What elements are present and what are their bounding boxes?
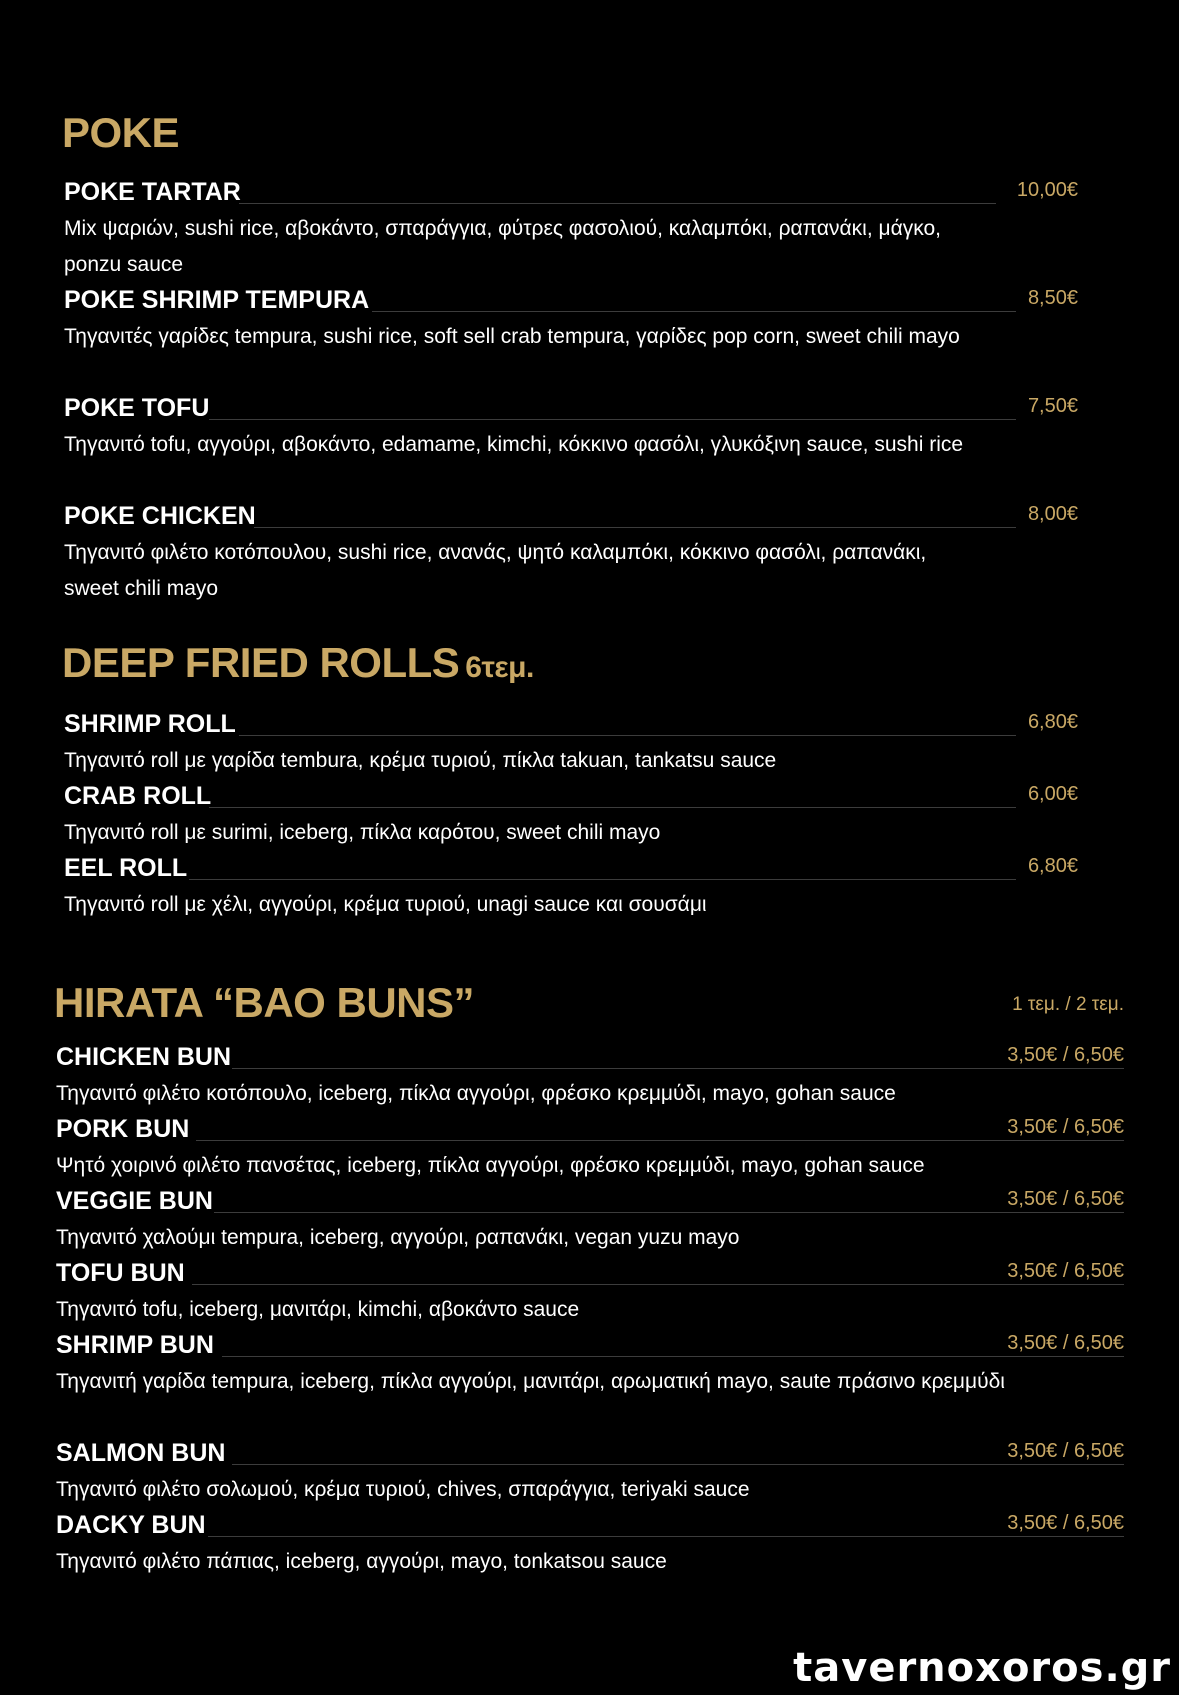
section-bao-buns bbox=[56, 968, 1124, 1578]
item-description: Τηγανιτό φιλέτο κοτόπουλου, sushi rice, ανανάς, ψητό καλαμπόκι, κόκκινο φασόλι, ραπανάκι, sweet chili mayo bbox=[64, 541, 927, 600]
watermark: tavernoxoros.gr bbox=[793, 1645, 1171, 1691]
section-title-suffix: 6τεμ. bbox=[465, 651, 534, 684]
menu-item bbox=[64, 707, 1078, 779]
item-name: POKE CHICKEN bbox=[64, 502, 256, 530]
leader-line bbox=[189, 879, 1016, 880]
leader-line bbox=[214, 1212, 1124, 1213]
item-name: PORK BUN bbox=[56, 1115, 190, 1143]
item-description: Τηγανιτό roll με χέλι, αγγούρι, κρέμα τυριού, unagi sauce και σουσάμι bbox=[64, 893, 707, 916]
item-price: 6,00€ bbox=[1027, 783, 1078, 805]
menu-item bbox=[64, 175, 1078, 275]
item-name: SHRIMP BUN bbox=[56, 1331, 214, 1359]
menu-item bbox=[56, 1040, 1124, 1112]
menu-item bbox=[56, 1256, 1124, 1328]
leader-line bbox=[192, 1284, 1124, 1285]
item-name: CRAB ROLL bbox=[64, 782, 212, 810]
item-name: SALMON BUN bbox=[56, 1439, 226, 1467]
item-name: POKE SHRIMP TEMPURA bbox=[64, 286, 370, 314]
item-price: 3,50€ / 6,50€ bbox=[1007, 1188, 1124, 1210]
section-deep-fried-rolls bbox=[64, 632, 1078, 932]
section-title: HIRATA “BAO BUNS” bbox=[54, 979, 475, 1026]
item-description: Τηγανιτό tofu, iceberg, μανιτάρι, kimchi, αβοκάντο sauce bbox=[56, 1298, 580, 1321]
item-description: Τηγανιτό roll με surimi, iceberg, πίκλα καρότου, sweet chili mayo bbox=[64, 821, 661, 844]
item-description: Τηγανιτές γαρίδες tempura, sushi rice, soft sell crab tempura, γαρίδες pop corn, sweet chili mayo bbox=[64, 325, 960, 348]
leader-line bbox=[232, 1464, 1124, 1465]
leader-line bbox=[239, 735, 1016, 736]
leader-line bbox=[232, 1068, 1124, 1069]
item-price: 6,80€ bbox=[1027, 855, 1078, 877]
menu-item bbox=[64, 779, 1078, 851]
item-name: VEGGIE BUN bbox=[56, 1187, 213, 1215]
item-price: 3,50€ / 6,50€ bbox=[1007, 1116, 1124, 1138]
leader-line bbox=[254, 527, 1016, 528]
section-title-text: DEEP FRIED ROLLS bbox=[62, 639, 460, 686]
item-price: 3,50€ / 6,50€ bbox=[1007, 1260, 1124, 1282]
item-description: Τηγανιτό χαλούμι tempura, iceberg, αγγούρι, ραπανάκι, vegan yuzu mayo bbox=[56, 1226, 740, 1249]
section-note: 1 τεμ. / 2 τεμ. bbox=[1012, 994, 1124, 1015]
item-price: 3,50€ / 6,50€ bbox=[1007, 1332, 1124, 1354]
item-name: EEL ROLL bbox=[64, 854, 188, 882]
item-price: 8,00€ bbox=[1027, 503, 1078, 525]
menu-item bbox=[56, 1436, 1124, 1508]
item-price: 3,50€ / 6,50€ bbox=[1007, 1512, 1124, 1534]
leader-line bbox=[196, 1140, 1124, 1141]
leader-line bbox=[239, 203, 996, 204]
item-description: Τηγανιτό roll με γαρίδα tembura, κρέμα τυριού, πίκλα takuan, tankatsu sauce bbox=[64, 749, 777, 772]
item-name: CHICKEN BUN bbox=[56, 1043, 231, 1071]
item-description: Τηγανιτό tofu, αγγούρι, αβοκάντο, edamame, kimchi, κόκκινο φασόλι, γλυκόξινη sauce, sushi rice bbox=[64, 433, 964, 456]
item-name: TOFU BUN bbox=[56, 1259, 185, 1287]
leader-line bbox=[222, 1356, 1124, 1357]
menu-item bbox=[64, 851, 1078, 923]
menu-item bbox=[56, 1112, 1124, 1184]
menu-item bbox=[64, 391, 1078, 491]
section-title: POKE bbox=[62, 109, 180, 156]
item-price: 10,00€ bbox=[1016, 179, 1078, 201]
item-description: Τηγανιτό φιλέτο κοτόπουλο, iceberg, πίκλα αγγούρι, φρέσκο κρεμμύδι, mayo, gohan sauce bbox=[56, 1082, 896, 1105]
menu-item bbox=[56, 1508, 1124, 1580]
item-price: 6,80€ bbox=[1027, 711, 1078, 733]
item-description: Mix ψαριών, sushi rice, αβοκάντο, σπαράγγια, φύτρες φασολιού, καλαμπόκι, ραπανάκι, μάγκο, ponzu sauce bbox=[64, 217, 941, 276]
menu-item bbox=[56, 1184, 1124, 1256]
menu-item bbox=[64, 499, 1078, 599]
item-name: SHRIMP ROLL bbox=[64, 710, 236, 738]
item-name: DACKY BUN bbox=[56, 1511, 206, 1539]
item-description: Τηγανιτή γαρίδα tempura, iceberg, πίκλα αγγούρι, μανιτάρι, αρωματική mayo, saute πράσινο κρεμμύδι bbox=[56, 1370, 1005, 1393]
menu-item bbox=[64, 283, 1078, 383]
leader-line bbox=[208, 1536, 1124, 1537]
item-price: 3,50€ / 6,50€ bbox=[1007, 1440, 1124, 1462]
leader-line bbox=[209, 807, 1016, 808]
item-price: 8,50€ bbox=[1027, 287, 1078, 309]
item-price: 7,50€ bbox=[1027, 395, 1078, 417]
section-poke bbox=[64, 100, 1078, 620]
item-price: 3,50€ / 6,50€ bbox=[1007, 1044, 1124, 1066]
item-description: Ψητό χοιρινό φιλέτο πανσέτας, iceberg, πίκλα αγγούρι, φρέσκο κρεμμύδι, mayo, gohan sauce bbox=[56, 1154, 925, 1177]
menu-item bbox=[56, 1328, 1124, 1436]
item-name: POKE TARTAR bbox=[64, 178, 241, 206]
item-description: Τηγανιτό φιλέτο σολωμού, κρέμα τυριού, chives, σπαράγγια, teriyaki sauce bbox=[56, 1478, 750, 1501]
item-description: Τηγανιτό φιλέτο πάπιας, iceberg, αγγούρι, mayo, tonkatsou sauce bbox=[56, 1550, 667, 1573]
section-title bbox=[62, 639, 534, 686]
leader-line bbox=[209, 419, 1016, 420]
item-name: POKE TOFU bbox=[64, 394, 210, 422]
leader-line bbox=[372, 311, 1016, 312]
